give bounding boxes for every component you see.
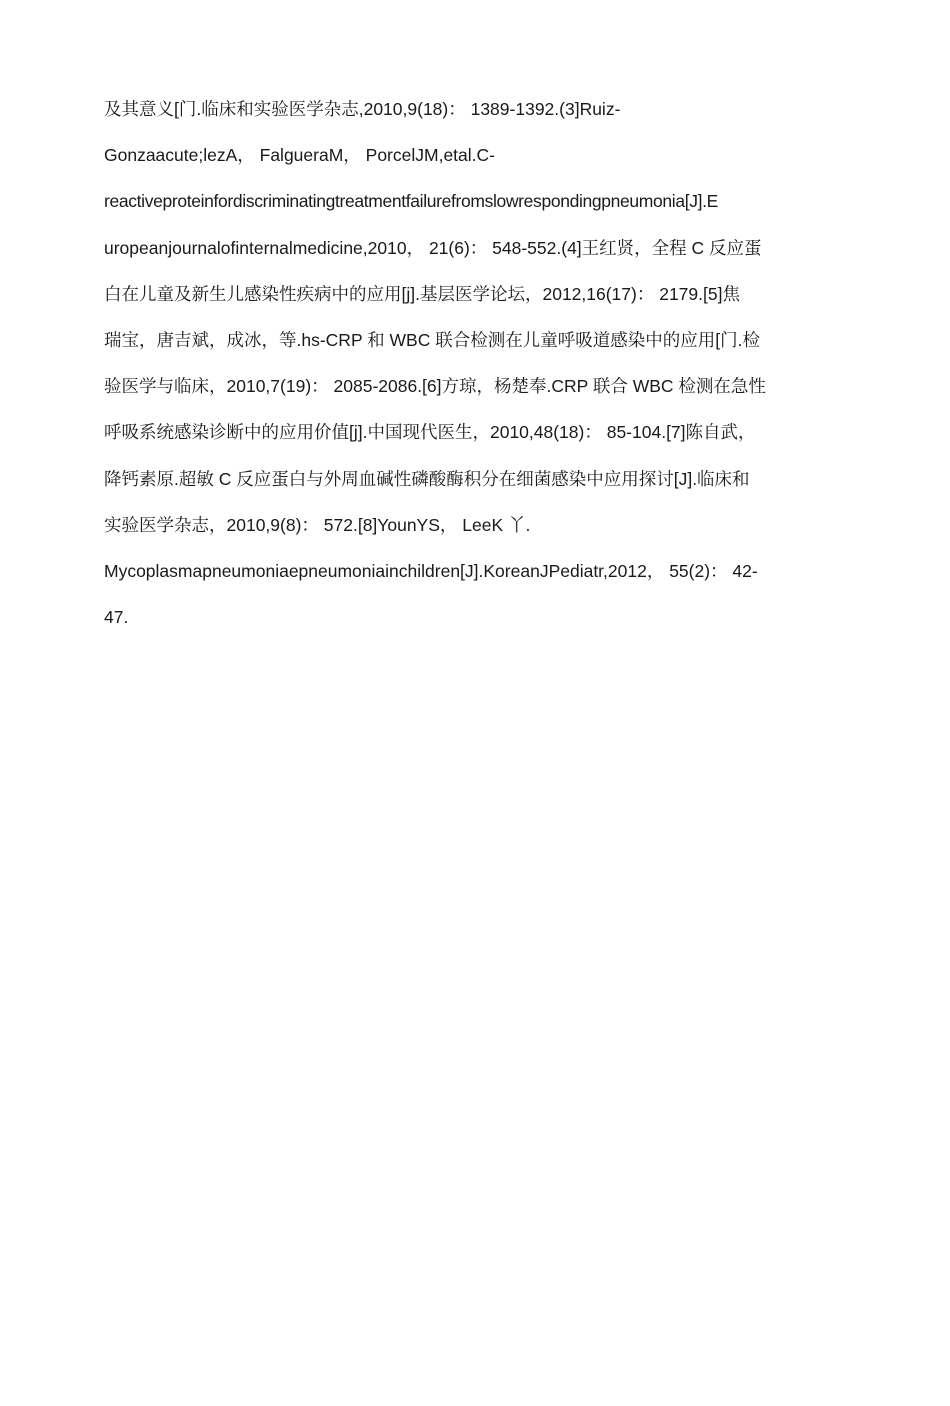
reference-line: 白在儿童及新生儿感染性疾病中的应用[j].基层医学论坛，2012,16(17)： 2179.[5]焦 [104, 283, 740, 304]
reference-line: Mycoplasmapneumoniaepneumoniainchildren[J].KoreanJPediatr,2012， 55(2)： 42- [104, 560, 758, 581]
reference-text-block [104, 92, 852, 646]
reference-line: uropeanjournalofinternalmedicine,2010， 21(6)： 548-552.(4]王红贤，全程 C 反应蛋 [104, 237, 762, 258]
reference-line: 及其意义[门.临床和实验医学杂志,2010,9(18)： 1389-1392.(3]Ruiz- [104, 99, 621, 119]
reference-line: 47. [104, 607, 129, 628]
reference-line: 降钙素原.超敏 C 反应蛋白与外周血碱性磷酸酶积分在细菌感染中应用探讨[J].临床和 [104, 468, 750, 489]
reference-line: 实验医学杂志，2010,9(8)： 572.[8]YounYS， LeeK 丫. [104, 514, 531, 535]
reference-line: 呼吸系统感染诊断中的应用价值[j].中国现代医生，2010,48(18)： 85-104.[7]陈自武， [104, 422, 756, 443]
reference-line: Gonzaacute;lezA， FalgueraM， PorcelJM,etal.C- [104, 145, 495, 166]
reference-line: reactiveproteinfordiscriminatingtreatmentfailurefromslowrespondingpneumonia[J].E [104, 191, 718, 212]
reference-line: 瑞宝，唐吉斌，成冰，等.hs-CRP 和 WBC 联合检测在儿童呼吸道感染中的应用[门.检 [104, 329, 760, 350]
reference-line: 验医学与临床，2010,7(19)： 2085-2086.[6]方琼，杨楚奉.CRP 联合 WBC 检测在急性 [104, 376, 766, 397]
